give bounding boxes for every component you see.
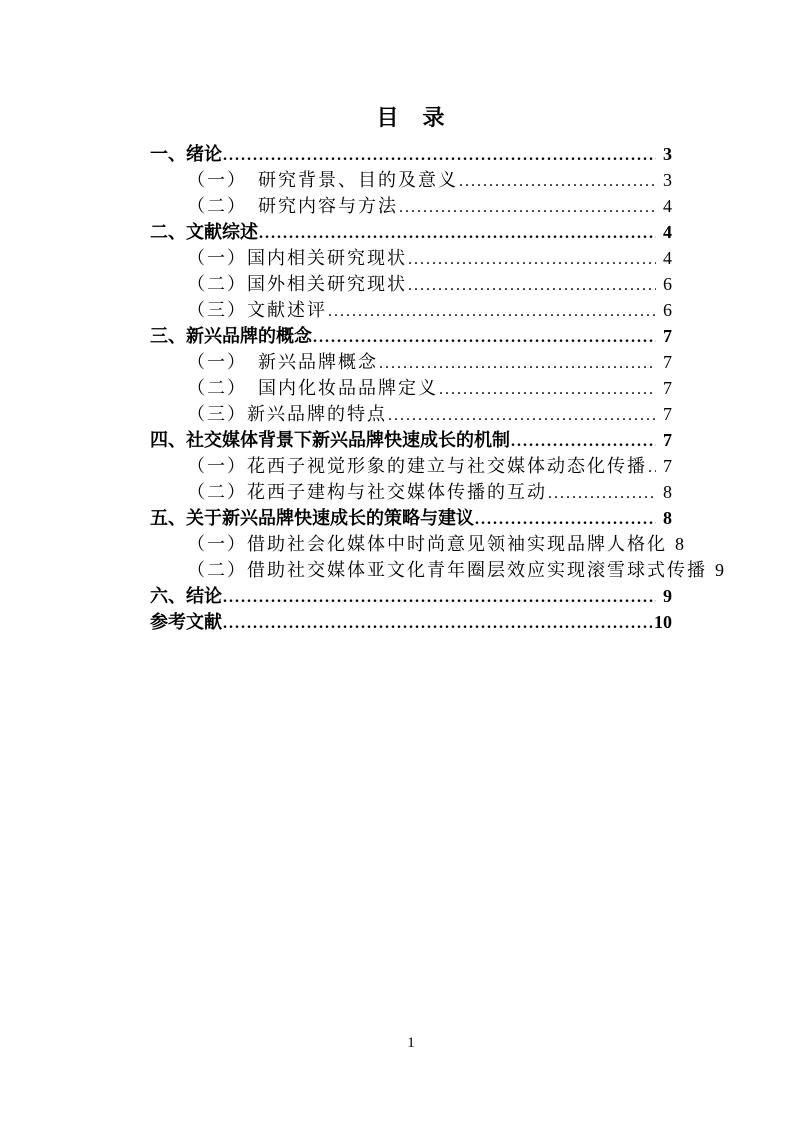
toc-entry-label: （二） 研究内容与方法 [187, 196, 398, 216]
toc-entry-page: 6 [663, 274, 672, 294]
toc-dot-leader [408, 247, 656, 273]
toc-entry-18[interactable] [150, 583, 672, 609]
toc-dot-leader [408, 273, 656, 299]
toc-entry-7[interactable] [150, 297, 672, 323]
toc-entry-page: 7 [663, 352, 672, 372]
toc-entry-label: 一、绪论 [150, 144, 222, 164]
toc-entry-14[interactable] [150, 479, 672, 505]
toc-entry-label: （一） 研究背景、目的及意义 [187, 170, 458, 190]
toc-entry-label: （二）花西子建构与社交媒体传播的互动 [187, 482, 547, 502]
toc-entry-label: （三）文献述评 [187, 300, 327, 320]
toc-list [150, 141, 724, 635]
toc-entry-17[interactable] [150, 557, 724, 583]
toc-entry-3[interactable] [150, 193, 672, 219]
toc-dot-leader [223, 611, 652, 637]
toc-dot-leader [223, 143, 656, 169]
toc-entry-1[interactable] [150, 141, 672, 167]
toc-entry-label: （一） 新兴品牌概念 [187, 352, 378, 372]
toc-entry-label: 五、关于新兴品牌快速成长的策略与建议 [150, 508, 474, 528]
toc-entry-12[interactable] [150, 427, 672, 453]
toc-entry-page: 4 [663, 222, 672, 242]
toc-entry-13[interactable] [150, 453, 672, 479]
toc-entry-2[interactable] [150, 167, 672, 193]
toc-entry-page: 8 [675, 534, 684, 554]
toc-entry-8[interactable] [150, 323, 672, 349]
toc-entry-label: （一）花西子视觉形象的建立与社交媒体动态化传播 [187, 456, 647, 476]
toc-entry-page: 6 [663, 300, 672, 320]
toc-entry-10[interactable] [150, 375, 672, 401]
toc-entry-page: 7 [663, 456, 672, 476]
toc-dot-leader [223, 585, 656, 611]
page-footer [150, 1033, 672, 1053]
toc-entry-19[interactable] [150, 609, 672, 635]
toc-entry-5[interactable] [150, 245, 672, 271]
toc-entry-page: 7 [663, 430, 672, 450]
toc-entry-label: 三、新兴品牌的概念 [150, 326, 312, 346]
toc-entry-page: 8 [663, 508, 672, 528]
toc-entry-label: 二、文献综述 [150, 222, 258, 242]
toc-entry-label: 参考文献 [150, 612, 222, 632]
toc-entry-6[interactable] [150, 271, 672, 297]
toc-entry-page: 9 [715, 560, 724, 580]
toc-entry-page: 3 [663, 144, 672, 164]
toc-dot-leader [475, 507, 656, 533]
toc-entry-page: 7 [663, 326, 672, 346]
toc-entry-page: 4 [663, 248, 672, 268]
toc-entry-page: 7 [663, 404, 672, 424]
toc-entry-page: 9 [663, 586, 672, 606]
toc-dot-leader [399, 195, 656, 221]
toc-entry-label: 六、结论 [150, 586, 222, 606]
toc-entry-9[interactable] [150, 349, 672, 375]
toc-dot-leader [459, 169, 656, 195]
toc-entry-label: （三）新兴品牌的特点 [187, 404, 387, 424]
toc-entry-4[interactable] [150, 219, 672, 245]
toc-entry-label: （二）国外相关研究现状 [187, 274, 407, 294]
toc-dot-leader [259, 221, 656, 247]
toc-entry-page: 8 [663, 482, 672, 502]
toc-dot-leader [379, 351, 656, 377]
toc-entry-page: 7 [663, 378, 672, 398]
toc-entry-label: （二） 国内化妆品品牌定义 [187, 378, 438, 398]
table-of-contents [150, 103, 724, 635]
toc-entry-label: （一）借助社会化媒体中时尚意见领袖实现品牌人格化 [187, 534, 667, 554]
toc-entry-label: （二）借助社交媒体亚文化青年圈层效应实现滚雪球式传播 [187, 560, 707, 580]
toc-dot-leader [313, 325, 656, 351]
toc-dot-leader [388, 403, 656, 429]
toc-dot-leader [648, 455, 656, 481]
toc-entry-16[interactable] [150, 531, 684, 557]
toc-entry-page: 10 [654, 612, 672, 632]
toc-entry-11[interactable] [150, 401, 672, 427]
toc-dot-leader [511, 429, 656, 455]
footer-page-number: 1 [407, 1035, 415, 1051]
toc-entry-page: 4 [663, 196, 672, 216]
toc-dot-leader [439, 377, 656, 403]
toc-entry-label: （一）国内相关研究现状 [187, 248, 407, 268]
toc-entry-page: 3 [663, 170, 672, 190]
toc-dot-leader [548, 481, 656, 507]
toc-title: 目 录 [376, 105, 446, 130]
toc-entry-15[interactable] [150, 505, 672, 531]
toc-entry-label: 四、社交媒体背景下新兴品牌快速成长的机制 [150, 430, 510, 450]
toc-dot-leader [328, 299, 656, 325]
